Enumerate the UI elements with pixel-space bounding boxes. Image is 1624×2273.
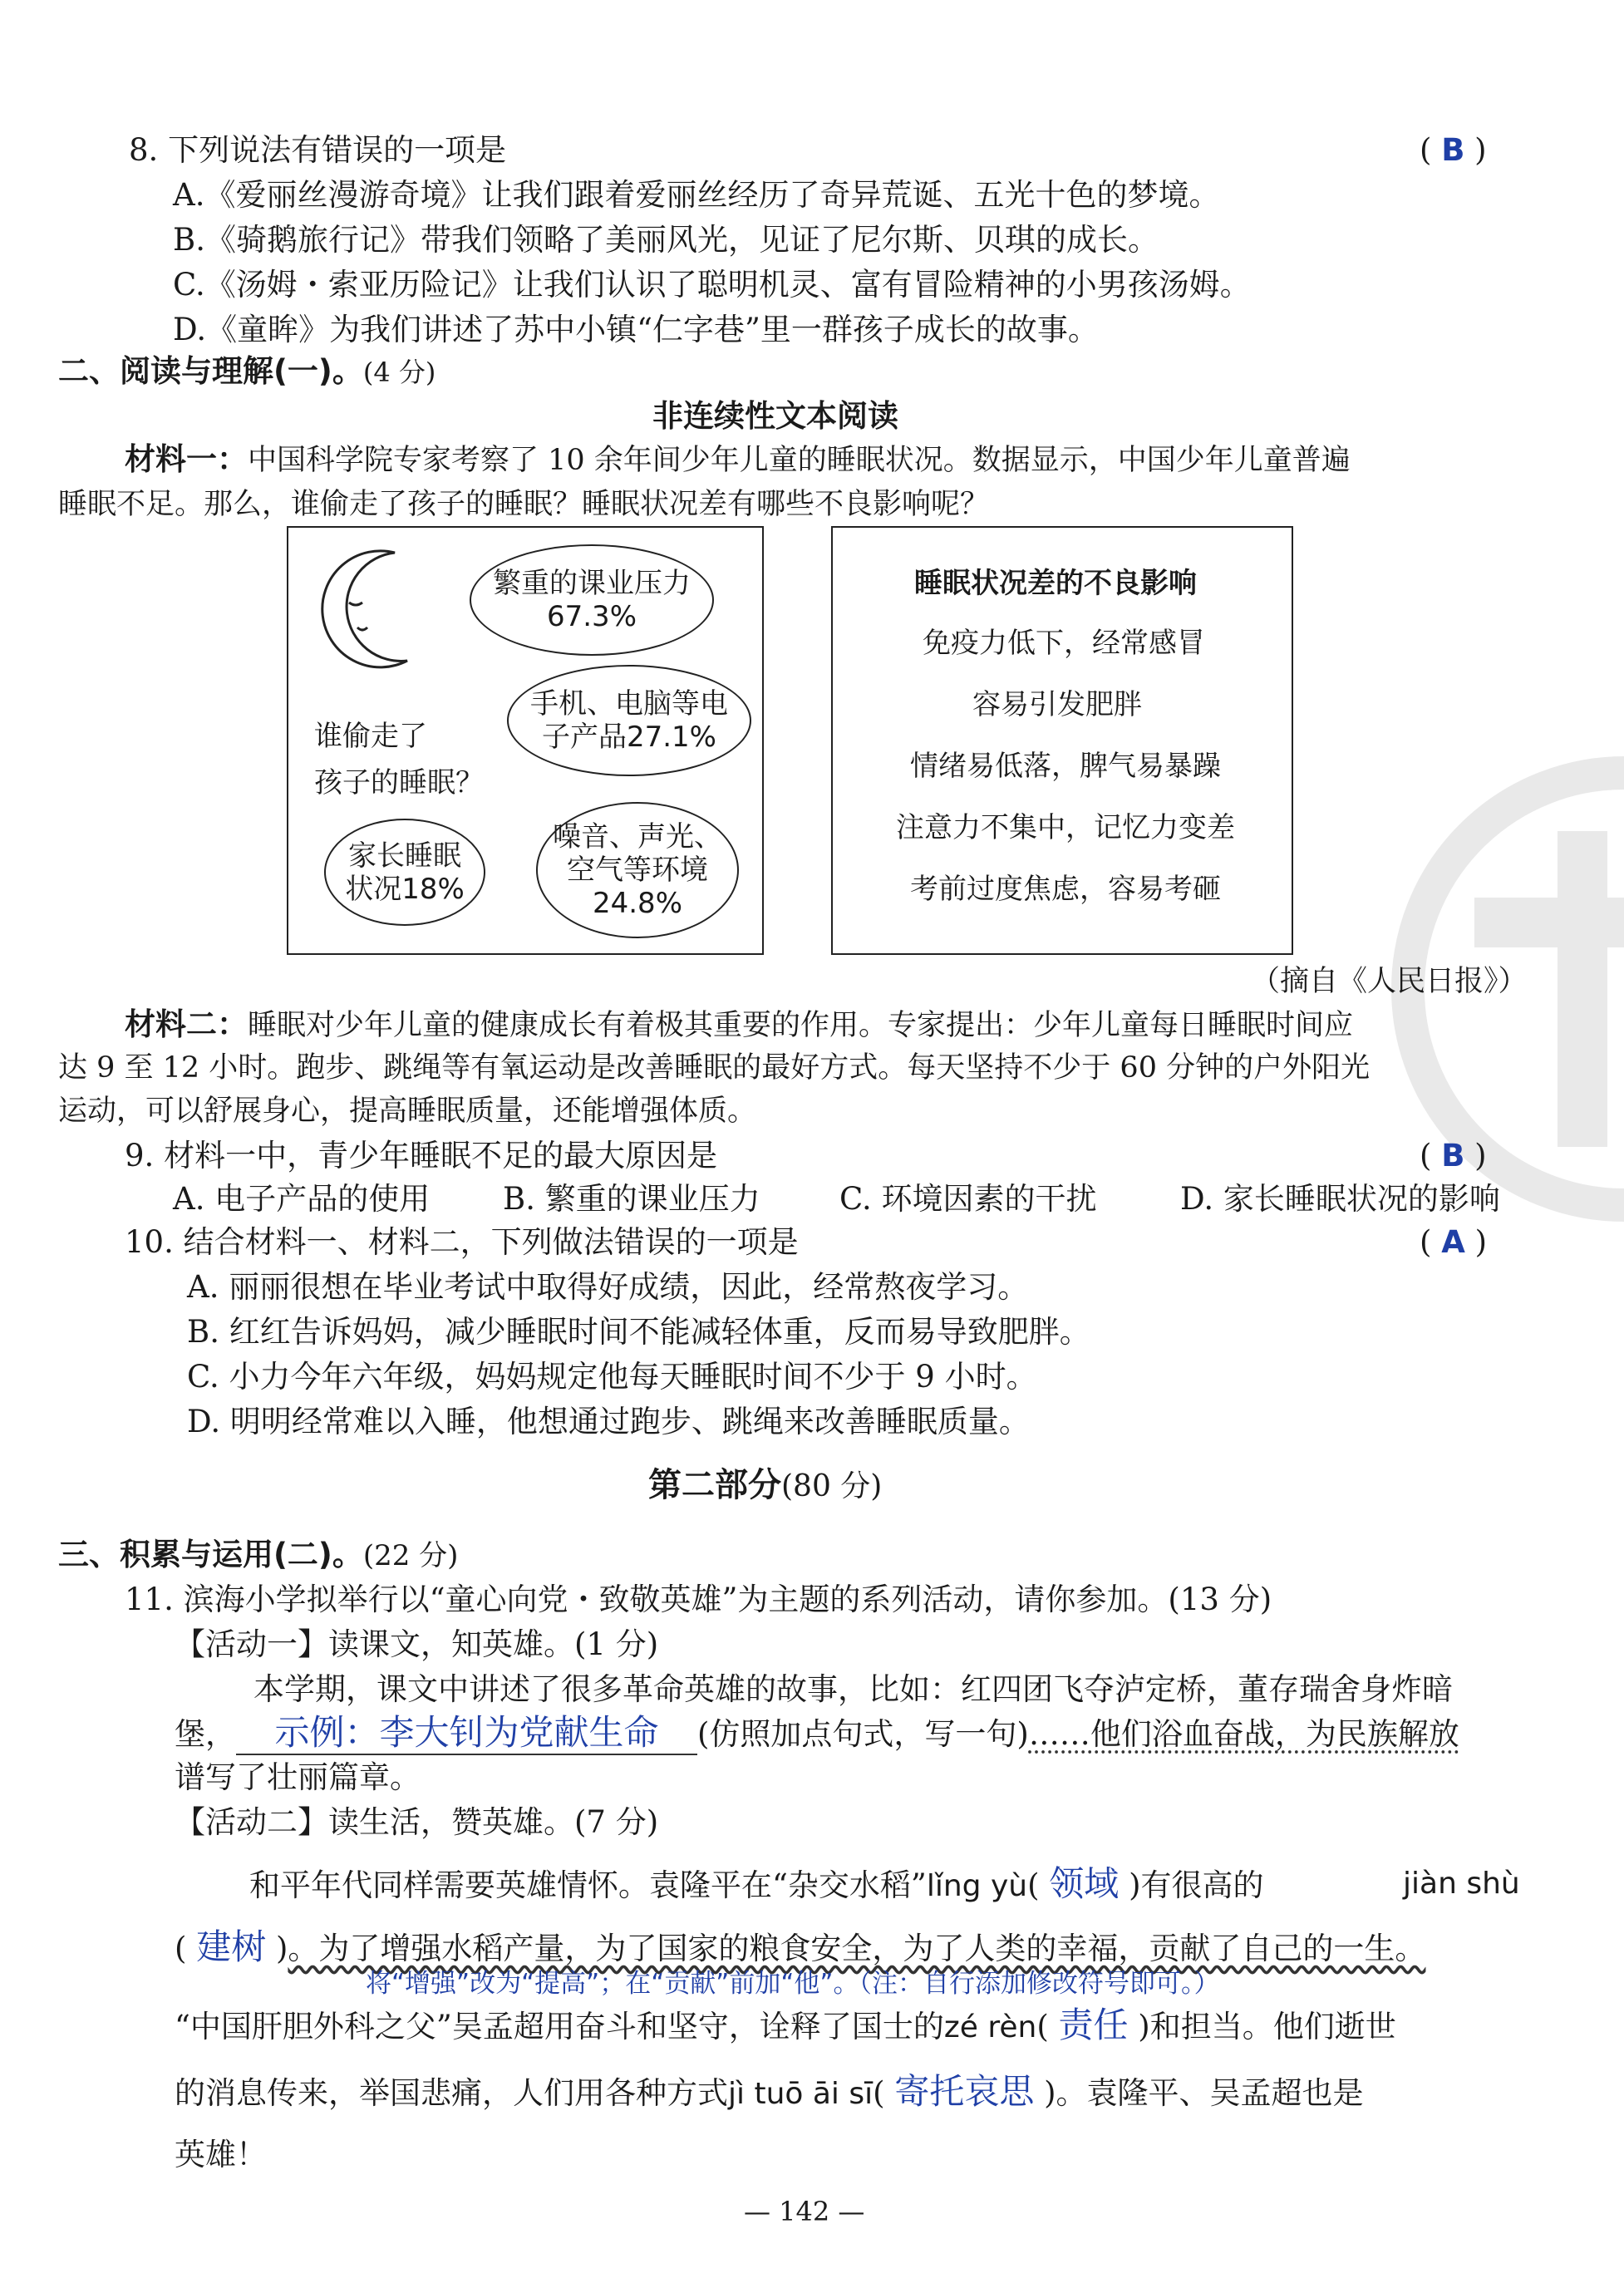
- material2-line2: 达 9 至 12 小时。跑步、跳绳等有氧运动是改善睡眠的最好方式。每天坚持不少于 60 分钟的户外阳光: [58, 1051, 1371, 1085]
- effect-item: 考前过度焦虑，容易考砸: [910, 873, 1221, 906]
- activity2-title: 【活动二】读生活，赞英雄。(7 分): [175, 1804, 659, 1840]
- activity2-line4: 的消息传来，举国悲痛，人们用各种方式jì tuō āi sī( 寄托哀思 )。袁隆平、吴孟超也是: [175, 2071, 1364, 2112]
- activity2-line1: 和平年代同样需要英雄情怀。袁隆平在“杂交水稻”lǐng yù( 领域 )有很高的: [249, 1863, 1264, 1904]
- q9-option: D. 家长睡眠状况的影响: [1180, 1181, 1500, 1217]
- section2-heading: 二、阅读与理解(一)。(4 分): [58, 353, 436, 389]
- answer-zeren: 责任: [1058, 2005, 1129, 2045]
- activity2-line5: 英雄！: [175, 2137, 267, 2172]
- material2-line1: 材料二：睡眠对少年儿童的健康成长有着极其重要的作用。专家提出：少年儿童每日睡眠时间应: [125, 1006, 1354, 1042]
- material2-line3: 运动，可以舒展身心，提高睡眠质量，还能增强体质。: [58, 1095, 757, 1128]
- cause-parent-sleep: 家长睡眠 状况18%: [324, 819, 485, 926]
- answer-jianshu: 建树: [196, 1926, 267, 1967]
- activity2-line3: “中国肝胆外科之父”吴孟超用奋斗和坚守，诠释了国士的zé rèn( 责任 )和担当。他们逝世: [175, 2005, 1396, 2045]
- q9-option: C. 环境因素的干扰: [839, 1181, 1097, 1217]
- q8-stem: 8. 下列说法有错误的一项是: [129, 132, 507, 168]
- part2-title: 第二部分(80 分): [648, 1466, 883, 1504]
- effect-item: 情绪易低落，脾气易暴躁: [910, 750, 1221, 783]
- q8-option: C.《汤姆・索亚历险记》让我们认识了聪明机灵、富有冒险精神的小男孩汤姆。: [173, 267, 1251, 303]
- answer-lingyu: 领域: [1049, 1863, 1120, 1904]
- q10-answer-box: ( A ): [1420, 1224, 1488, 1260]
- answer-jituoaisi: 寄托哀思: [894, 2071, 1035, 2112]
- cause-environment: 噪音、声光、 空气等环境 24.8%: [536, 802, 739, 938]
- q8-option: D.《童眸》为我们讲述了苏中小镇“仁字巷”里一群孩子成长的故事。: [173, 312, 1099, 347]
- q10-option: D. 明明经常难以入睡，他想通过跑步、跳绳来改善睡眠质量。: [187, 1404, 1030, 1439]
- q11-stem: 11. 滨海小学拟举行以“童心向党・致敬英雄”为主题的系列活动，请你参加。(13 分): [125, 1582, 1272, 1617]
- correction-note: 将“增强”改为“提高”；在“贡献”前加“他”。（注：自行添加修改符号即可。）: [366, 1969, 1220, 1999]
- q10-option: C. 小力今年六年级，妈妈规定他每天睡眠时间不少于 9 小时。: [187, 1359, 1037, 1395]
- activity1-line1: 本学期，课文中讲述了很多革命英雄的故事，比如：红四团飞夺泸定桥，董存瑞舍身炸暗: [253, 1671, 1453, 1707]
- figure-source: （摘自《人民日报》）: [1251, 965, 1528, 998]
- cause-electronics: 手机、电脑等电 子产品27.1%: [507, 665, 751, 776]
- figure-question: 谁偷走了 孩子的睡眠？: [314, 720, 484, 799]
- section3-heading: 三、积累与运用(二)。(22 分): [58, 1537, 459, 1572]
- q8-option: B.《骑鹅旅行记》带我们领略了美丽风光，见证了尼尔斯、贝琪的成长。: [173, 222, 1159, 258]
- activity1-line3: 谱写了壮丽篇章。: [175, 1759, 421, 1795]
- activity2-line2: ( 建树 )。为了增强水稻产量，为了国家的粮食安全，为了人类的幸福，贡献了自己的一生。: [175, 1926, 1426, 1967]
- material1-line1: 材料一：中国科学院专家考察了 10 余年间少年儿童的睡眠状况。数据显示，中国少年儿童普遍: [125, 441, 1351, 477]
- q8-option: A.《爱丽丝漫游奇境》让我们跟着爱丽丝经历了奇异荒诞、五光十色的梦境。: [173, 177, 1220, 213]
- q9-answer: B: [1441, 1138, 1465, 1173]
- q10-stem: 10. 结合材料一、材料二，下列做法错误的一项是: [125, 1224, 799, 1260]
- effect-item: 免疫力低下，经常感冒: [923, 627, 1205, 660]
- q10-option: B. 红红告诉妈妈，减少睡眠时间不能减轻体重，反而易导致肥胖。: [187, 1314, 1090, 1350]
- moon-icon: [316, 544, 424, 677]
- effect-item: 容易引发肥胖: [972, 688, 1142, 721]
- reading-title: 非连续性文本阅读: [652, 398, 898, 434]
- q10-answer: A: [1441, 1224, 1465, 1260]
- pinyin-jianshu: jiàn shù: [1403, 1867, 1520, 1901]
- q8-answer: B: [1441, 132, 1465, 168]
- activity1-line2: 堡， 示例：李大钊为党献生命 (仿照加点句式，写一句)……他们浴血奋战，为民族解放: [175, 1714, 1459, 1755]
- activity1-title: 【活动一】读课文，知英雄。(1 分): [175, 1626, 659, 1662]
- cause-homework-pressure: 繁重的课业压力 67.3%: [470, 544, 714, 656]
- activity1-answer: 示例：李大钊为党献生命: [274, 1712, 659, 1753]
- q9-option: B. 繁重的课业压力: [503, 1181, 760, 1217]
- q10-option: A. 丽丽很想在毕业考试中取得好成绩，因此，经常熬夜学习。: [187, 1269, 1029, 1305]
- q8-answer-box: ( B ): [1420, 132, 1487, 168]
- q9-answer-box: ( B ): [1420, 1138, 1487, 1173]
- material1-line2: 睡眠不足。那么，谁偷走了孩子的睡眠？睡眠状况差有哪些不良影响呢？: [58, 488, 990, 521]
- effects-title: 睡眠状况差的不良影响: [914, 567, 1197, 600]
- effect-item: 注意力不集中，记忆力变差: [896, 811, 1235, 844]
- page-number: — 142 —: [744, 2196, 865, 2227]
- q9-stem: 9. 材料一中，青少年睡眠不足的最大原因是: [125, 1138, 718, 1173]
- q9-option: A. 电子产品的使用: [173, 1181, 431, 1217]
